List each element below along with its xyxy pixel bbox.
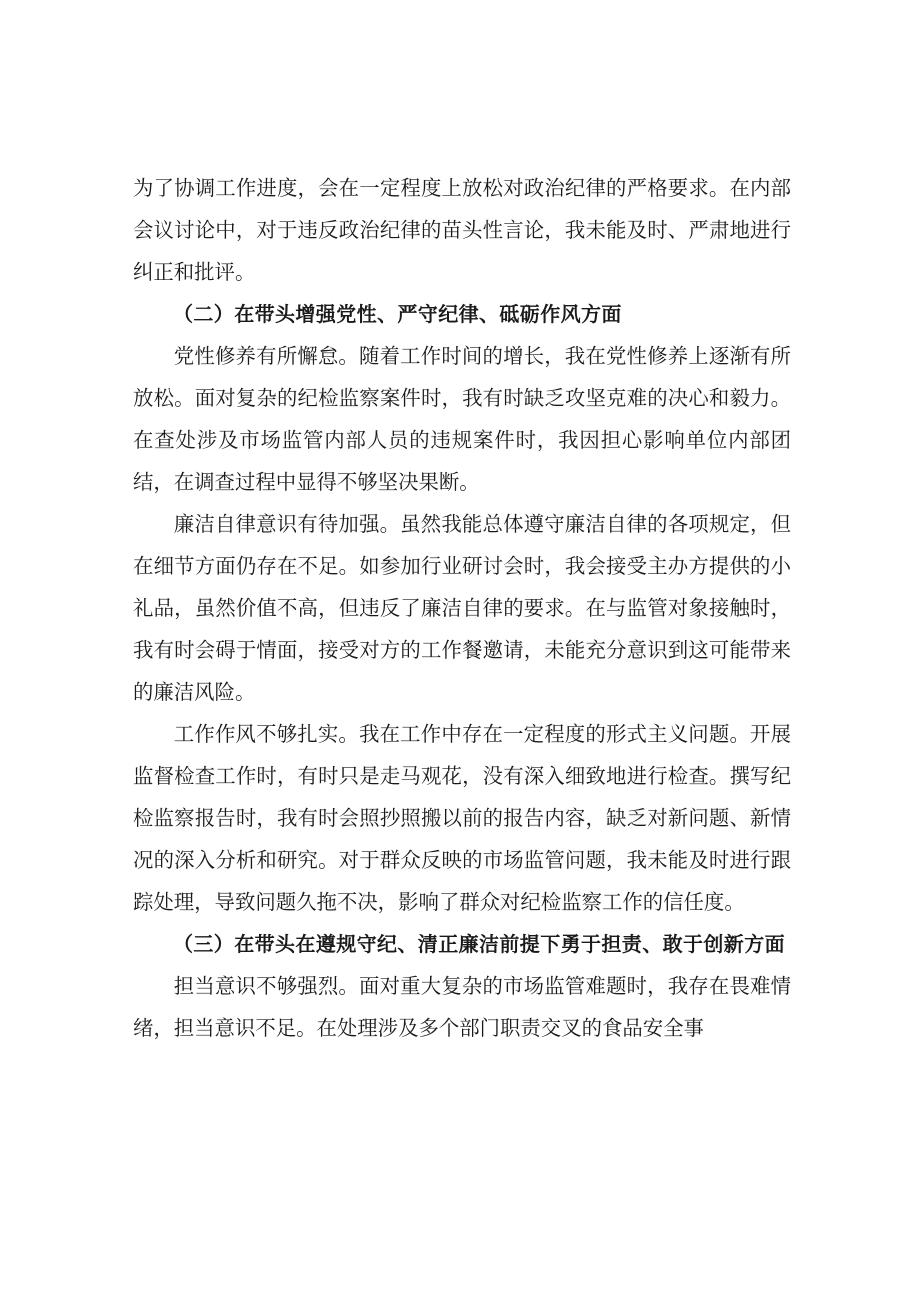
paragraph-integrity: 廉洁自律意识有待加强。虽然我能总体遵守廉洁自律的各项规定，但在细节方面仍存在不足。如参加行业研讨会时，我会接受主办方提供的小礼品，虽然价值不高，但违反了廉洁自律的要求。在与监管对象接触时，我有时会碍于情面，接受对方的工作餐邀请，未能充分意识到这可能带来的廉洁风险。 bbox=[133, 512, 791, 704]
document-page bbox=[133, 167, 791, 1049]
section-heading-2: （二）在带头增强党性、严守纪律、砥砺作风方面 bbox=[173, 302, 622, 326]
paragraph-party-spirit: 党性修养有所懈怠。随着工作时间的增长，我在党性修养上逐渐有所放松。面对复杂的纪检监察案件时，我有时缺乏攻坚克难的决心和毅力。在查处涉及市场监管内部人员的违规案件时，我因担心影响单位内部团结，在调查过程中显得不够坚决果断。 bbox=[133, 344, 791, 494]
paragraph-political-discipline-continued: 为了协调工作进度，会在一定程度上放松对政治纪律的严格要求。在内部会议讨论中，对于违反政治纪律的苗头性言论，我未能及时、严肃地进行纠正和批评。 bbox=[133, 176, 791, 284]
paragraph-work-style: 工作作风不够扎实。我在工作中存在一定程度的形式主义问题。开展监督检查工作时，有时只是走马观花，没有深入细致地进行检查。撰写纪检监察报告时，我有时会照抄照搬以前的报告内容，缺乏对新问题、新情况的深入分析和研究。对于群众反映的市场监管问题，我未能及时进行跟踪处理，导致问题久拖不决，影响了群众对纪检监察工作的信任度。 bbox=[133, 722, 791, 914]
section-heading-3: （三）在带头在遵规守纪、清正廉洁前提下勇于担责、敢于创新方面 bbox=[173, 932, 785, 956]
paragraph-responsibility: 担当意识不够强烈。面对重大复杂的市场监管难题时，我存在畏难情绪，担当意识不足。在处理涉及多个部门职责交叉的食品安全事 bbox=[133, 974, 791, 1040]
